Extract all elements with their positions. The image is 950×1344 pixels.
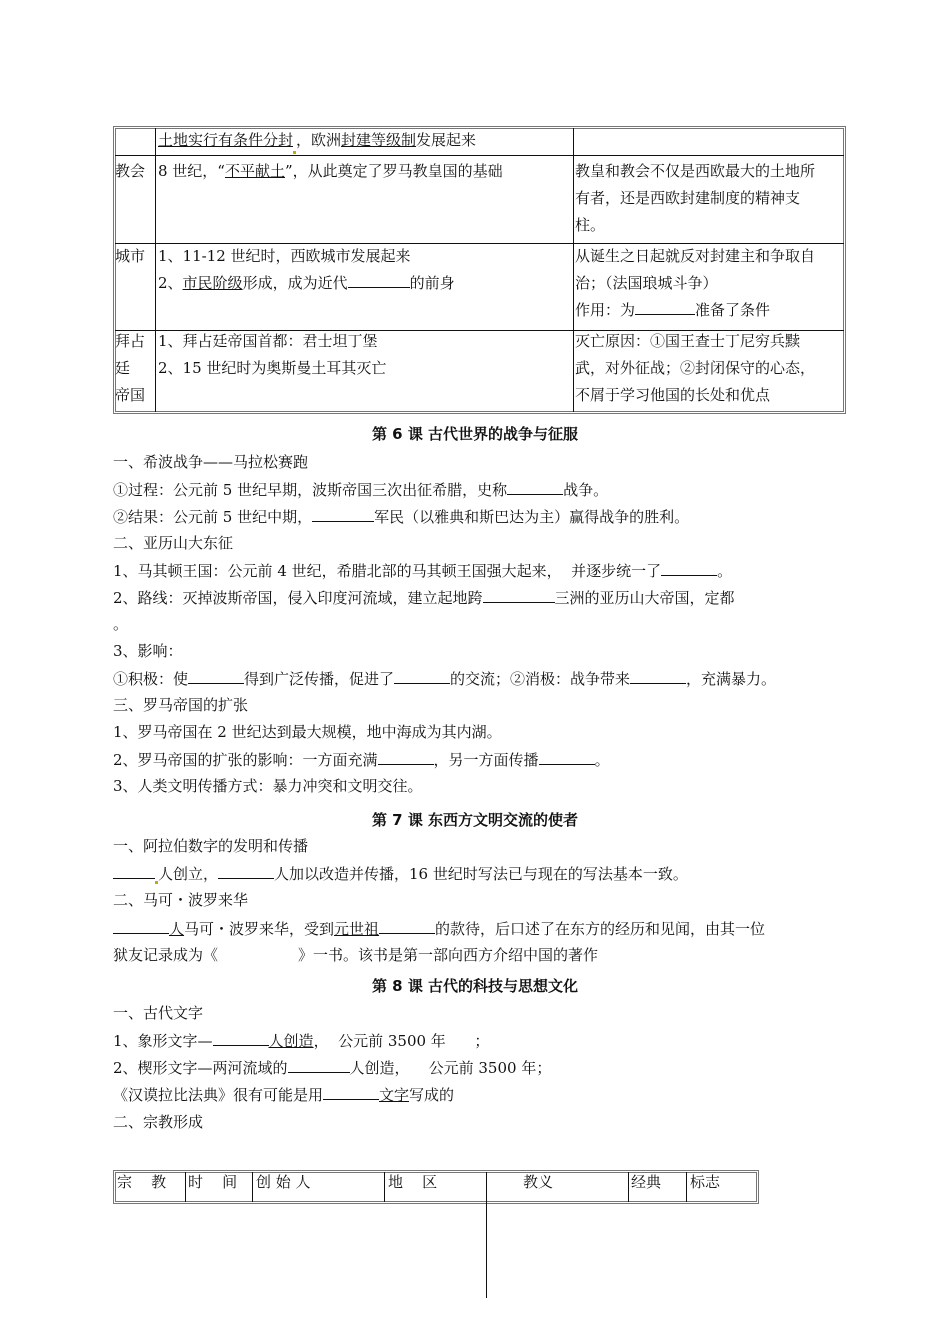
fill-blank[interactable] bbox=[323, 1084, 379, 1100]
row-note: 作用：为 准备了条件 bbox=[575, 301, 771, 319]
fill-blank[interactable] bbox=[635, 299, 695, 315]
fill-blank[interactable] bbox=[218, 863, 274, 879]
row-label-church: 教会 bbox=[115, 162, 146, 180]
row-note: 灭亡原因：①国王查士丁尼穷兵黩 bbox=[575, 332, 801, 350]
text-line: 3、人类文明传播方式：暴力冲突和文明交往。 bbox=[113, 777, 423, 795]
text-line: 人马可・波罗来华，受到元世祖 的款待，后口述了在东方的经历和见闻，由其一位 bbox=[113, 918, 765, 939]
table-divider bbox=[573, 128, 574, 412]
table-row: 2、市民阶级形成，成为近代 的前身 bbox=[158, 274, 455, 292]
table-header-region: 地 区 bbox=[388, 1173, 438, 1191]
fill-blank[interactable] bbox=[113, 918, 169, 934]
fill-blank[interactable] bbox=[348, 272, 410, 288]
table-divider bbox=[252, 1172, 253, 1202]
mark-dot bbox=[293, 151, 296, 154]
fill-blank[interactable] bbox=[378, 749, 434, 765]
row-note: 不屑于学习他国的长处和优点 bbox=[575, 386, 771, 404]
fill-blank[interactable] bbox=[312, 506, 374, 522]
table-header-scripture: 经典 bbox=[631, 1173, 662, 1191]
section-heading: 一、古代文字 bbox=[113, 1004, 204, 1022]
section-heading: 二、马可・波罗来华 bbox=[113, 891, 249, 909]
fill-blank[interactable] bbox=[394, 668, 450, 684]
text-line: 2、罗马帝国的扩张的影响：一方面充满 ，另一方面传播 。 bbox=[113, 751, 610, 769]
table-header-doctrine: 教义 bbox=[523, 1173, 554, 1191]
row-note: 柱。 bbox=[575, 216, 606, 234]
key-term: 封建等级制 bbox=[341, 131, 417, 149]
row-label-byzantine: 帝国 bbox=[115, 386, 146, 404]
text-line: 狱友记录成为《 》一书。该书是第一部向西方介绍中国的著作 bbox=[113, 946, 599, 964]
lesson-title: 第 8 课 古代的科技与思想文化 bbox=[371, 977, 579, 995]
row-note: 治；（法国琅城斗争） bbox=[575, 274, 718, 292]
fill-blank[interactable] bbox=[661, 560, 717, 576]
text-line: 3、影响： bbox=[113, 642, 183, 660]
fill-blank[interactable] bbox=[630, 668, 686, 684]
fill-blank[interactable] bbox=[288, 1057, 350, 1073]
text-line: 2、路线：灭掉波斯帝国，侵入印度河流域，建立起地跨 三洲的亚历山大帝国，定都 bbox=[113, 589, 735, 607]
text-line: 2、楔形文字—两河流域的 人创造， 公元前 3500 年； bbox=[113, 1059, 552, 1077]
key-term: 市民阶级 bbox=[182, 274, 243, 292]
fill-blank[interactable] bbox=[483, 587, 555, 603]
lesson-title: 第 6 课 古代世界的战争与征服 bbox=[371, 425, 579, 443]
fill-blank[interactable] bbox=[188, 668, 244, 684]
text-line: 人创立， 人加以改造并传播，16 世纪时写法已与现在的写法基本一致。 bbox=[113, 863, 688, 884]
row-note: 武，对外征战；②封闭保守的心态， bbox=[575, 359, 816, 377]
table-divider bbox=[486, 1172, 487, 1298]
fill-blank[interactable] bbox=[507, 479, 563, 495]
section-heading: 一、希波战争——马拉松赛跑 bbox=[113, 453, 309, 471]
key-term: 不平献土 bbox=[224, 162, 285, 180]
text-line: ②结果：公元前 5 世纪中期， 军民（以雅典和斯巴达为主）赢得战争的胜利。 bbox=[113, 508, 690, 526]
table-header-symbol: 标志 bbox=[690, 1173, 721, 1191]
fill-blank[interactable] bbox=[113, 863, 155, 879]
section-heading: 二、亚历山大东征 bbox=[113, 534, 234, 552]
table-header-founder: 创 始 人 bbox=[256, 1173, 311, 1191]
fill-blank[interactable] bbox=[539, 749, 595, 765]
table-divider bbox=[384, 1172, 385, 1202]
table-row: 1、11-12 世纪时，西欧城市发展起来 bbox=[158, 247, 411, 265]
row-note: 教皇和教会不仅是西欧最大的土地所 bbox=[575, 162, 816, 180]
table-row: 8 世纪，“不平献土”，从此奠定了罗马教皇国的基础 bbox=[158, 162, 503, 180]
table-row: 1、拜占廷帝国首都：君士坦丁堡 bbox=[158, 332, 378, 350]
section-heading: 三、罗马帝国的扩张 bbox=[113, 696, 249, 714]
table-header-religion: 宗 教 bbox=[117, 1173, 167, 1191]
table-row: 2、15 世纪时为奥斯曼土耳其灭亡 bbox=[158, 359, 387, 377]
table-row: 土地实行有条件分封 ，欧洲封建等级制发展起来 bbox=[158, 127, 476, 154]
text-line: ①过程：公元前 5 世纪早期，波斯帝国三次出征希腊，史称 战争。 bbox=[113, 481, 609, 499]
text-line: 1、象形文字— 人创造， 公元前 3500 年 ； bbox=[113, 1032, 490, 1050]
row-note: 从诞生之日起就反对封建主和争取自 bbox=[575, 247, 816, 265]
fill-blank[interactable] bbox=[213, 1030, 269, 1046]
section-heading: 一、阿拉伯数字的发明和传播 bbox=[113, 837, 309, 855]
row-label-byzantine: 廷 bbox=[115, 359, 131, 377]
table-divider bbox=[686, 1172, 687, 1202]
text-line: 《汉谟拉比法典》很有可能是用 文字写成的 bbox=[113, 1086, 455, 1104]
text-line: 。 bbox=[113, 615, 129, 633]
table-row-divider bbox=[115, 155, 844, 156]
lesson-title: 第 7 课 东西方文明交流的使者 bbox=[371, 811, 579, 829]
fill-blank[interactable] bbox=[379, 918, 435, 934]
table-header-time: 时 间 bbox=[188, 1173, 238, 1191]
row-label-byzantine: 拜占 bbox=[115, 332, 146, 350]
table-divider bbox=[185, 1172, 186, 1202]
row-note: 有者，还是西欧封建制度的精神支 bbox=[575, 189, 801, 207]
text-line: 1、马其顿王国：公元前 4 世纪，希腊北部的马其顿王国强大起来， 并逐步统一了 。 bbox=[113, 562, 733, 580]
text-line: 1、罗马帝国在 2 世纪达到最大规模，地中海成为其内湖。 bbox=[113, 723, 502, 741]
key-term: 土地实行有条件分封 bbox=[158, 131, 294, 149]
table-divider bbox=[628, 1172, 629, 1202]
row-label-city: 城市 bbox=[115, 247, 146, 265]
table-divider bbox=[155, 128, 156, 412]
text-line: ①积极：使 得到广泛传播，促进了 的交流；②消极：战争带来 ，充满暴力。 bbox=[113, 670, 777, 688]
section-heading: 二、宗教形成 bbox=[113, 1113, 204, 1131]
